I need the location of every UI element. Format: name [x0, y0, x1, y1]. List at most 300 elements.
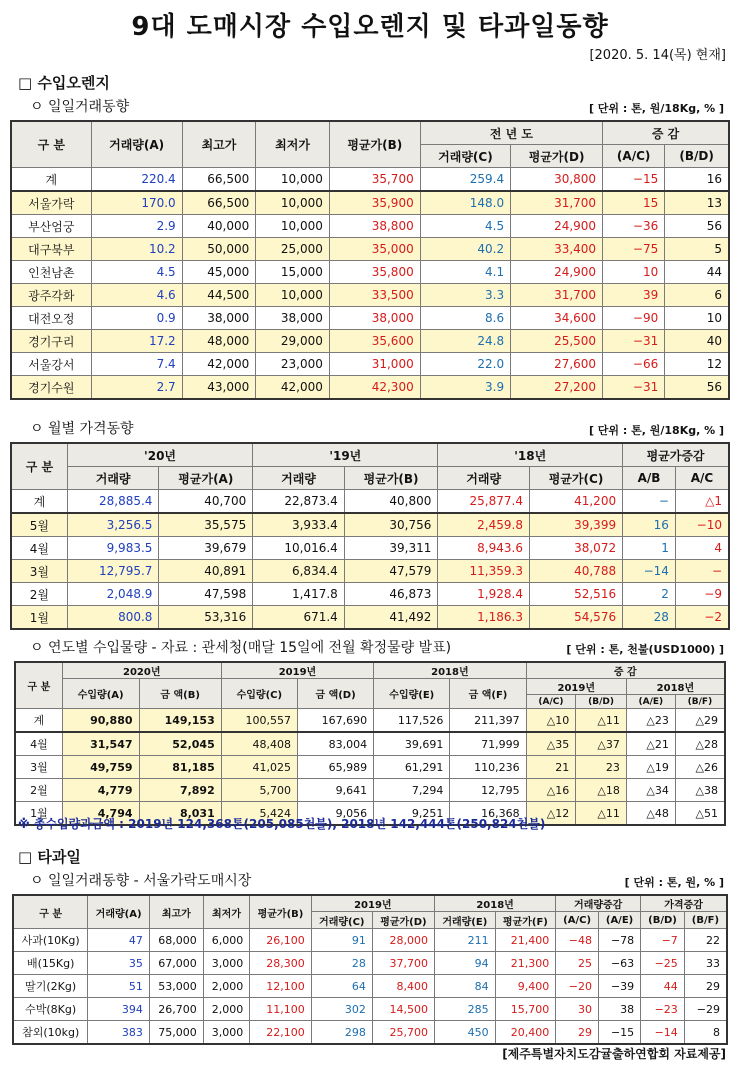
- table-row: [11, 284, 729, 307]
- table-cell: 450: [434, 1021, 495, 1045]
- table-cell: 5,700: [221, 779, 297, 802]
- table-row: [11, 191, 729, 215]
- row-label: 경기구리: [11, 330, 91, 353]
- table-cell: −15: [603, 168, 665, 192]
- header-max: 최고가: [149, 895, 203, 929]
- header-pd: 평균가(D): [372, 912, 434, 929]
- table-cell: 2,000: [203, 998, 250, 1021]
- table-cell: −23: [641, 998, 685, 1021]
- table-cell: −10: [675, 513, 729, 537]
- table-cell: 33,500: [329, 284, 420, 307]
- page-title: 9대 도매시장 수입오렌지 및 타과일동향: [131, 12, 609, 42]
- other-fruit-table: [12, 894, 728, 1045]
- table-cell: 21,300: [495, 952, 556, 975]
- table-cell: 3,000: [203, 1021, 250, 1045]
- table-cell: 6,834.4: [253, 560, 345, 583]
- row-label: 참외(10kg): [13, 1021, 88, 1045]
- table-cell: 4.5: [420, 215, 510, 238]
- header-gubun: 구 분: [11, 443, 67, 490]
- header-ac: (A/C): [526, 695, 576, 709]
- header-avg-c: 평균가(C): [529, 467, 622, 490]
- table-cell: 28: [311, 952, 372, 975]
- table-cell: 37,700: [372, 952, 434, 975]
- table-cell: 65,989: [297, 756, 373, 779]
- table-cell: 38,000: [256, 307, 330, 330]
- table-cell: 12,795: [450, 779, 526, 802]
- table-cell: 117,526: [374, 709, 450, 733]
- table-cell: −90: [603, 307, 665, 330]
- subheading-monthly-price: ㅇ 월별 가격동향: [30, 421, 134, 437]
- table-cell: 28,000: [372, 929, 434, 952]
- table-cell: −15: [598, 1021, 640, 1045]
- monthly-price-table: [10, 442, 730, 630]
- table-cell: 149,153: [139, 709, 221, 733]
- row-label: 대전오정: [11, 307, 91, 330]
- report-date: [2020. 5. 14(목) 현재]: [589, 48, 726, 63]
- table-cell: 15,700: [495, 998, 556, 1021]
- table-row: [13, 975, 727, 998]
- table-cell: 39: [603, 284, 665, 307]
- table-cell: 56: [665, 376, 729, 400]
- table-cell: 41,492: [344, 606, 438, 630]
- table-cell: 10: [603, 261, 665, 284]
- header-2019: 2019년: [221, 662, 373, 679]
- table-row: [11, 238, 729, 261]
- table-cell: 16: [623, 513, 676, 537]
- row-label: 딸기(2Kg): [13, 975, 88, 998]
- table-cell: 84: [434, 975, 495, 998]
- table-cell: 170.0: [91, 191, 182, 215]
- table-cell: 25,877.4: [438, 490, 530, 514]
- table-cell: 38: [598, 998, 640, 1021]
- header-vol-change: 거래량증감: [556, 895, 641, 912]
- table-cell: 40,891: [159, 560, 253, 583]
- table-cell: 47,579: [344, 560, 438, 583]
- table-cell: 22,873.4: [253, 490, 345, 514]
- table-cell: 211,397: [450, 709, 526, 733]
- table-row: [15, 756, 725, 779]
- daily-trade-table: [10, 120, 730, 400]
- table-cell: 9,983.5: [67, 537, 159, 560]
- table-cell: 25,700: [372, 1021, 434, 1045]
- table-cell: 31,000: [329, 353, 420, 376]
- table-cell: 10,000: [256, 168, 330, 192]
- table-row: [11, 307, 729, 330]
- table-cell: 285: [434, 998, 495, 1021]
- table-cell: △28: [675, 732, 725, 756]
- table-cell: 25,000: [256, 238, 330, 261]
- table-cell: 27,600: [511, 353, 603, 376]
- subheading-garak-market: ㅇ 일일거래동향 - 서울가락도매시장: [30, 873, 252, 889]
- table-cell: 29: [556, 1021, 599, 1045]
- row-label: 5월: [11, 513, 67, 537]
- table-cell: 35,000: [329, 238, 420, 261]
- table-cell: 46,873: [344, 583, 438, 606]
- table-cell: 91: [311, 929, 372, 952]
- table-cell: 33: [684, 952, 727, 975]
- header-ve: 거래량(E): [434, 912, 495, 929]
- table-cell: 0.9: [91, 307, 182, 330]
- table-cell: 4,794: [62, 802, 139, 826]
- table-cell: 45,000: [182, 261, 256, 284]
- table-cell: 44: [641, 975, 685, 998]
- table-cell: 211: [434, 929, 495, 952]
- table-row: [15, 709, 725, 733]
- header-min: 최저가: [203, 895, 250, 929]
- table-row: [11, 490, 729, 514]
- table-cell: 28,300: [250, 952, 311, 975]
- section-imported-orange: □ 수입오렌지: [18, 74, 110, 92]
- table-cell: 29,000: [256, 330, 330, 353]
- table-cell: 4,779: [62, 779, 139, 802]
- table-cell: 51: [88, 975, 150, 998]
- table-cell: △48: [626, 802, 675, 826]
- header-ac: (A/C): [603, 145, 665, 168]
- header-2018: '18년: [438, 443, 623, 467]
- row-label: 서울가락: [11, 191, 91, 215]
- table-cell: 15: [603, 191, 665, 215]
- header-ae: (A/E): [626, 695, 675, 709]
- table-row: [11, 583, 729, 606]
- table-cell: △38: [675, 779, 725, 802]
- table-cell: 7.4: [91, 353, 182, 376]
- table-cell: 40,000: [182, 215, 256, 238]
- table-cell: △16: [526, 779, 576, 802]
- table-cell: 12: [665, 353, 729, 376]
- table-cell: 54,576: [529, 606, 622, 630]
- row-label: 계: [11, 490, 67, 514]
- table-row: [13, 998, 727, 1021]
- table-cell: △12: [526, 802, 576, 826]
- table-cell: △23: [626, 709, 675, 733]
- table-cell: 220.4: [91, 168, 182, 192]
- table-cell: 800.8: [67, 606, 159, 630]
- table-cell: 29: [684, 975, 727, 998]
- table-cell: −9: [675, 583, 729, 606]
- table-cell: 26,700: [149, 998, 203, 1021]
- table-cell: 49,759: [62, 756, 139, 779]
- table-cell: 28,885.4: [67, 490, 159, 514]
- row-label: 2월: [15, 779, 62, 802]
- table-cell: 100,557: [221, 709, 297, 733]
- header-change: 증 감: [526, 662, 725, 679]
- table-cell: −75: [603, 238, 665, 261]
- table-cell: 2: [623, 583, 676, 606]
- header-gubun: 구 분: [13, 895, 88, 929]
- table-cell: −: [623, 490, 676, 514]
- table-cell: 10,000: [256, 191, 330, 215]
- header-chg-2019: 2019년: [526, 679, 626, 695]
- header-avg-change: 평균가증감: [623, 443, 729, 467]
- table-cell: 39,679: [159, 537, 253, 560]
- table-cell: 41,025: [221, 756, 297, 779]
- table-cell: 3,933.4: [253, 513, 345, 537]
- section-other-fruits: □ 타과일: [18, 848, 81, 866]
- table-cell: 40,700: [159, 490, 253, 514]
- table-cell: 6,000: [203, 929, 250, 952]
- header-max: 최고가: [182, 121, 256, 168]
- table-cell: 31,700: [511, 191, 603, 215]
- row-label: 4월: [15, 732, 62, 756]
- table-cell: 12,795.7: [67, 560, 159, 583]
- table-cell: 14,500: [372, 998, 434, 1021]
- header-min: 최저가: [256, 121, 330, 168]
- row-label: 계: [11, 168, 91, 192]
- table-cell: 35,575: [159, 513, 253, 537]
- table-cell: 8.6: [420, 307, 510, 330]
- table-cell: 383: [88, 1021, 150, 1045]
- table-cell: −2: [675, 606, 729, 630]
- unit-label-1: [ 단위 : 톤, 원/18Kg, % ]: [588, 102, 724, 115]
- table-cell: 35,600: [329, 330, 420, 353]
- table-cell: 2.9: [91, 215, 182, 238]
- table-cell: −20: [556, 975, 599, 998]
- table-cell: △51: [675, 802, 725, 826]
- table-cell: 16,368: [450, 802, 526, 826]
- table-row: [11, 168, 729, 192]
- table-cell: −29: [684, 998, 727, 1021]
- table-cell: 68,000: [149, 929, 203, 952]
- unit-label-3: [ 단위 : 톤, 천불(USD1000) ]: [566, 643, 724, 656]
- header-chg-2018: 2018년: [626, 679, 725, 695]
- header-ae: (A/E): [598, 912, 640, 929]
- subheading-daily-trade: ㅇ 일일거래동향: [30, 99, 130, 115]
- table-cell: 22: [684, 929, 727, 952]
- row-label: 2월: [11, 583, 67, 606]
- table-cell: 24.8: [420, 330, 510, 353]
- header-prev-avg: 평균가(D): [511, 145, 603, 168]
- table-cell: 9,251: [374, 802, 450, 826]
- header-avg: 평균가(B): [329, 121, 420, 168]
- table-cell: 671.4: [253, 606, 345, 630]
- header-bf: (B/F): [684, 912, 727, 929]
- table-row: [13, 952, 727, 975]
- table-cell: 17.2: [91, 330, 182, 353]
- table-cell: 30,756: [344, 513, 438, 537]
- table-cell: 7,892: [139, 779, 221, 802]
- table-cell: 10.2: [91, 238, 182, 261]
- unit-label-2: [ 단위 : 톤, 원/18Kg, % ]: [588, 424, 724, 437]
- table-cell: 66,500: [182, 191, 256, 215]
- table-cell: △34: [626, 779, 675, 802]
- row-label: 사과(10Kg): [13, 929, 88, 952]
- table-row: [11, 261, 729, 284]
- table-cell: 24,900: [511, 261, 603, 284]
- table-cell: −31: [603, 376, 665, 400]
- header-prev-year: 전 년 도: [420, 121, 602, 145]
- table-cell: 3,256.5: [67, 513, 159, 537]
- table-cell: 1,417.8: [253, 583, 345, 606]
- table-cell: 16: [665, 168, 729, 192]
- table-cell: 75,000: [149, 1021, 203, 1045]
- table-cell: 90,880: [62, 709, 139, 733]
- table-cell: 25: [556, 952, 599, 975]
- header-avg: 평균가(B): [250, 895, 311, 929]
- table-cell: 30,800: [511, 168, 603, 192]
- table-row: [11, 537, 729, 560]
- table-cell: 28: [623, 606, 676, 630]
- table-cell: 71,999: [450, 732, 526, 756]
- table-cell: 22,100: [250, 1021, 311, 1045]
- table-cell: 10,000: [256, 215, 330, 238]
- table-cell: 8,031: [139, 802, 221, 826]
- header-qe: 수입량(E): [374, 679, 450, 709]
- header-bd: (B/D): [576, 695, 627, 709]
- table-cell: −39: [598, 975, 640, 998]
- table-cell: 40.2: [420, 238, 510, 261]
- table-cell: 259.4: [420, 168, 510, 192]
- header-change: 증 감: [603, 121, 729, 145]
- header-price-change: 가격증감: [641, 895, 727, 912]
- table-cell: 3.3: [420, 284, 510, 307]
- table-cell: 47,598: [159, 583, 253, 606]
- table-row: [11, 376, 729, 400]
- table-cell: 3.9: [420, 376, 510, 400]
- row-label: 수박(8Kg): [13, 998, 88, 1021]
- header-vol: 거래량(A): [88, 895, 150, 929]
- table-cell: 21: [526, 756, 576, 779]
- table-cell: 94: [434, 952, 495, 975]
- table-cell: 2,000: [203, 975, 250, 998]
- unit-label-4: [ 단위 : 톤, 원, % ]: [624, 876, 724, 889]
- table-cell: 35,700: [329, 168, 420, 192]
- table-cell: 4.6: [91, 284, 182, 307]
- table-cell: −31: [603, 330, 665, 353]
- table-cell: 2.7: [91, 376, 182, 400]
- header-avg-b: 평균가(B): [344, 467, 438, 490]
- header-2019: '19년: [253, 443, 438, 467]
- row-label: 3월: [11, 560, 67, 583]
- table-cell: △37: [576, 732, 627, 756]
- table-cell: 44,500: [182, 284, 256, 307]
- table-cell: 1: [623, 537, 676, 560]
- table-cell: 10,000: [256, 284, 330, 307]
- table-cell: 53,000: [149, 975, 203, 998]
- table-row: [15, 732, 725, 756]
- row-label: 3월: [15, 756, 62, 779]
- table-cell: 35: [88, 952, 150, 975]
- table-cell: 4.1: [420, 261, 510, 284]
- header-ab: 금 액(B): [139, 679, 221, 709]
- table-cell: 35,900: [329, 191, 420, 215]
- table-cell: 67,000: [149, 952, 203, 975]
- table-cell: −78: [598, 929, 640, 952]
- table-cell: 56: [665, 215, 729, 238]
- table-cell: △1: [675, 490, 729, 514]
- header-vol: 거래량: [438, 467, 530, 490]
- table-cell: 42,000: [256, 376, 330, 400]
- table-cell: 38,072: [529, 537, 622, 560]
- subheading-yearly-import: ㅇ 연도별 수입물량 - 자료 : 관세청(매달 15일에 전월 확정물량 발표): [30, 640, 452, 656]
- table-cell: 35,800: [329, 261, 420, 284]
- table-cell: 27,200: [511, 376, 603, 400]
- header-2018: 2018년: [434, 895, 555, 912]
- table-cell: △10: [526, 709, 576, 733]
- table-cell: 23,000: [256, 353, 330, 376]
- row-label: 1월: [11, 606, 67, 630]
- table-cell: −25: [641, 952, 685, 975]
- table-cell: 25,500: [511, 330, 603, 353]
- source-footer: [제주특별자치도감귤출하연합회 자료제공]: [502, 1047, 726, 1061]
- table-cell: △21: [626, 732, 675, 756]
- header-ad: 금 액(D): [297, 679, 373, 709]
- header-ac: (A/C): [556, 912, 599, 929]
- table-cell: −7: [641, 929, 685, 952]
- table-cell: 8,943.6: [438, 537, 530, 560]
- table-cell: 47: [88, 929, 150, 952]
- header-2019: 2019년: [311, 895, 434, 912]
- table-cell: 302: [311, 998, 372, 1021]
- table-cell: 66,500: [182, 168, 256, 192]
- header-prev-vol: 거래량(C): [420, 145, 510, 168]
- table-cell: 41,200: [529, 490, 622, 514]
- row-label: 대구북부: [11, 238, 91, 261]
- table-cell: 43,000: [182, 376, 256, 400]
- table-cell: 38,800: [329, 215, 420, 238]
- table-cell: 4: [675, 537, 729, 560]
- table-row: [11, 215, 729, 238]
- table-cell: −63: [598, 952, 640, 975]
- table-cell: 394: [88, 998, 150, 1021]
- table-cell: 6: [665, 284, 729, 307]
- header-bd: (B/D): [665, 145, 729, 168]
- table-cell: 10,016.4: [253, 537, 345, 560]
- table-cell: 44: [665, 261, 729, 284]
- row-label: 서울강서: [11, 353, 91, 376]
- table-cell: 2,048.9: [67, 583, 159, 606]
- table-row: [11, 330, 729, 353]
- table-cell: 40,788: [529, 560, 622, 583]
- table-cell: 48,408: [221, 732, 297, 756]
- table-cell: 7,294: [374, 779, 450, 802]
- table-cell: 8,400: [372, 975, 434, 998]
- table-cell: 148.0: [420, 191, 510, 215]
- table-cell: △26: [675, 756, 725, 779]
- row-label: 4월: [11, 537, 67, 560]
- table-cell: 5,424: [221, 802, 297, 826]
- table-cell: 22.0: [420, 353, 510, 376]
- table-cell: 30: [556, 998, 599, 1021]
- table-cell: 21,400: [495, 929, 556, 952]
- header-qc: 수입량(C): [221, 679, 297, 709]
- table-cell: 8: [684, 1021, 727, 1045]
- table-row: [13, 1021, 727, 1045]
- table-cell: 42,000: [182, 353, 256, 376]
- table-cell: 52,516: [529, 583, 622, 606]
- table-row: [13, 929, 727, 952]
- row-label: 광주각화: [11, 284, 91, 307]
- yearly-import-table: [14, 661, 726, 826]
- table-cell: 11,100: [250, 998, 311, 1021]
- table-cell: 40,800: [344, 490, 438, 514]
- header-af: 금 액(F): [450, 679, 526, 709]
- row-label: 1월: [15, 802, 62, 826]
- table-cell: △11: [576, 709, 627, 733]
- table-cell: 31,700: [511, 284, 603, 307]
- table-row: [11, 606, 729, 630]
- table-cell: 50,000: [182, 238, 256, 261]
- table-cell: 23: [576, 756, 627, 779]
- table-cell: 83,004: [297, 732, 373, 756]
- table-cell: 11,359.3: [438, 560, 530, 583]
- table-cell: 61,291: [374, 756, 450, 779]
- table-cell: −48: [556, 929, 599, 952]
- table-cell: −: [675, 560, 729, 583]
- row-label: 부산엄궁: [11, 215, 91, 238]
- table-cell: 1,928.4: [438, 583, 530, 606]
- row-label: 배(15Kg): [13, 952, 88, 975]
- table-cell: 39,399: [529, 513, 622, 537]
